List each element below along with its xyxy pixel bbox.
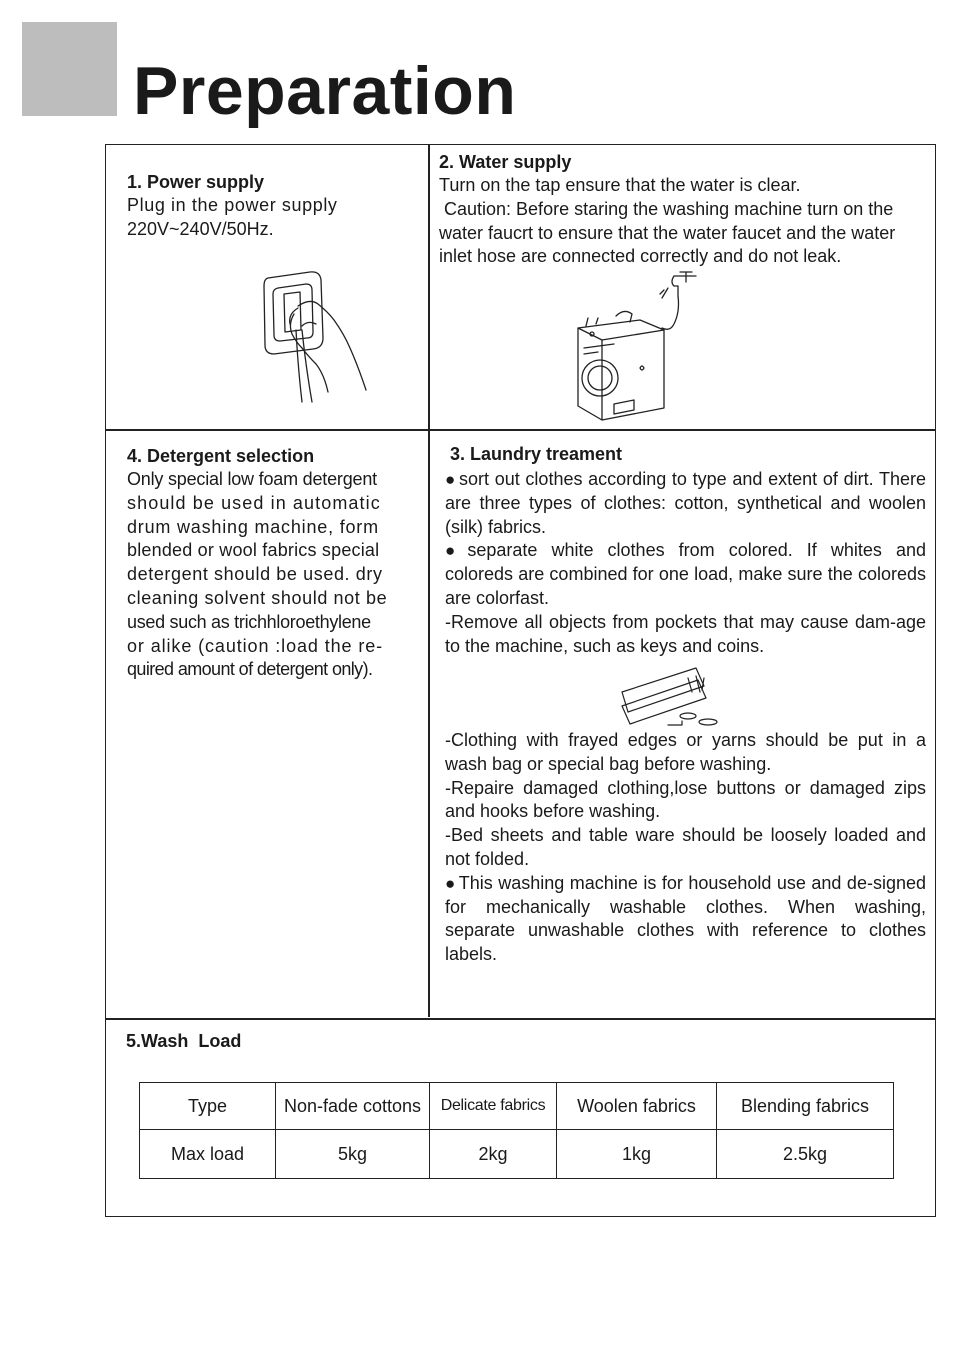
detergent-heading: 4. Detergent selection (127, 446, 315, 466)
laundry-paragraph: -Bed sheets and table ware should be loosely loaded and not folded. (445, 825, 926, 869)
bullet-icon: ● (445, 541, 465, 561)
detergent-section (127, 444, 398, 682)
table-cell: 1kg (557, 1130, 717, 1179)
power-supply-line: Plug in the power supply (127, 195, 338, 215)
detergent-line: drum washing machine, form (127, 516, 379, 537)
power-supply-heading: 1. Power supply (127, 172, 265, 192)
wash-load-heading: 5.Wash Load (126, 1031, 242, 1051)
table-cell: 2.5kg (717, 1130, 894, 1179)
water-supply-section (439, 150, 929, 269)
table-header-cell: Blending fabrics (717, 1083, 894, 1130)
laundry-paragraph: -Repaire damaged clothing,lose buttons or damaged zips and hooks before washing. (445, 777, 926, 822)
laundry-paragraph: -Remove all objects from pockets that may cause dam-age to the machine, such as keys and coins. (445, 611, 926, 656)
table-cell: 2kg (430, 1130, 557, 1179)
row-divider-1 (105, 429, 936, 431)
detergent-line: detergent should be used. dry (127, 564, 383, 585)
detergent-line: quired amount of detergent only). (127, 659, 373, 680)
table-header-cell: Delicate fabrics (430, 1083, 557, 1130)
laundry-text: separate white clothes from colored. If whites and coloreds are combined for one load, make sure the coloreds are colorfast. (445, 540, 926, 608)
wash-load-table (139, 1082, 894, 1179)
washing-machine-with-tap-icon (570, 268, 708, 424)
table-row (140, 1130, 894, 1179)
laundry-heading: 3. Laundry treament (450, 444, 623, 464)
laundry-section-continued (445, 729, 926, 967)
bullet-icon: ● (445, 873, 456, 893)
row-divider-2 (105, 1018, 936, 1020)
table-header-cell: Type (140, 1083, 276, 1130)
laundry-paragraph (445, 539, 926, 610)
water-supply-line: Caution: Before staring the washing machine turn on the (439, 198, 894, 219)
column-divider (428, 144, 430, 1017)
water-supply-line: Turn on the tap ensure that the water is clear. (439, 175, 801, 195)
water-supply-line: water faucrt to ensure that the water faucet and the water (439, 222, 896, 243)
table-cell: Max load (140, 1130, 276, 1179)
laundry-paragraph (445, 468, 926, 539)
bullet-icon: ● (445, 470, 456, 489)
laundry-text: sort out clothes according to type and extent of dirt. There are three types of clothes: cotton, synthetical and woolen (silk) fabrics. (445, 469, 926, 537)
pocket-with-coins-icon (618, 666, 726, 728)
hand-plugging-socket-icon (258, 268, 373, 406)
detergent-line: or alike (caution :load the re- (127, 635, 384, 656)
detergent-line: should be used in automatic (127, 492, 381, 513)
page-title: Preparation (133, 53, 517, 129)
table-header-cell: Non-fade cottons (276, 1083, 430, 1130)
power-supply-section (127, 170, 417, 242)
detergent-line: Only special low foam detergent (127, 469, 377, 489)
laundry-section (445, 442, 926, 658)
detergent-line: blended or wool fabrics special (127, 540, 380, 561)
detergent-line: used such as trichhloroethylene (127, 611, 371, 632)
detergent-line: cleaning solvent should not be (127, 587, 388, 608)
laundry-paragraph (445, 872, 926, 967)
title-accent-block (22, 22, 117, 116)
laundry-paragraph: -Clothing with frayed edges or yarns should be put in a wash bag or special bag before washing. (445, 730, 926, 774)
water-supply-heading: 2. Water supply (439, 152, 572, 172)
table-cell: 5kg (276, 1130, 430, 1179)
table-header-row (140, 1083, 894, 1130)
power-supply-line: 220V~240V/50Hz. (127, 218, 274, 239)
water-supply-line: inlet hose are connected correctly and do not leak. (439, 246, 842, 267)
table-header-cell: Woolen fabrics (557, 1083, 717, 1130)
laundry-text: This washing machine is for household use and de-signed for mechanically washable clothes. When washing, separate unwashable clothes with reference to clothes labels. (445, 872, 926, 965)
